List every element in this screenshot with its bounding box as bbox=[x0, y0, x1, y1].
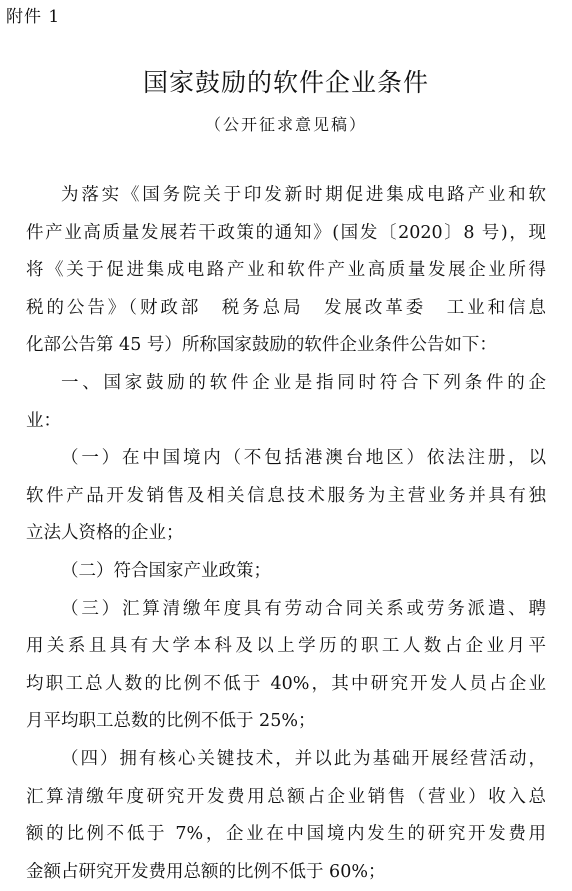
body-line: （一）在中国境内（不包括港澳台地区）依法注册，以 bbox=[61, 448, 546, 469]
body-line: 均职工总人数的比例不低于 40%，其中研究开发人员占企业 bbox=[26, 673, 546, 694]
body-line: 件产业高质量发展若干政策的通知》(国发〔2020〕8 号)，现 bbox=[26, 222, 546, 243]
body-line: 立法人资格的企业； bbox=[26, 523, 184, 544]
body-line: （四）拥有核心关键技术，并以此为基础开展经营活动， bbox=[61, 748, 546, 769]
body-line: 月平均职工总数的比例不低于 25%； bbox=[26, 711, 316, 732]
body-line: 将《关于促进集成电路产业和软件产业高质量发展企业所得 bbox=[26, 260, 546, 281]
document-body bbox=[26, 177, 546, 891]
body-line: 为落实《国务院关于印发新时期促进集成电路产业和软 bbox=[61, 185, 546, 205]
body-line: 化部公告第 45 号）所称国家鼓励的软件企业条件公告如下： bbox=[26, 335, 497, 356]
body-line: 软件产品开发销售及相关信息技术服务为主营业务并具有独 bbox=[26, 485, 546, 506]
body-line: 汇算清缴年度研究开发费用总额占企业销售（营业）收入总 bbox=[26, 786, 546, 807]
attachment-label: 附件 1 bbox=[6, 7, 61, 27]
body-line: （二）符合国家产业政策； bbox=[61, 560, 271, 581]
document-subtitle: （公开征求意见稿） bbox=[204, 115, 367, 134]
body-line: 金额占研究开发费用总额的比例不低于 60%； bbox=[26, 861, 386, 882]
body-line: 业： bbox=[26, 410, 61, 431]
body-line: （三）汇算清缴年度具有劳动合同关系或劳务派遣、聘 bbox=[61, 598, 546, 619]
body-line: 用关系且具有大学本科及以上学历的职工人数占企业月平 bbox=[26, 636, 546, 657]
body-line: 额的比例不低于 7%，企业在中国境内发生的研究开发费用 bbox=[26, 824, 546, 845]
document-title: 国家鼓励的软件企业条件 bbox=[142, 68, 429, 97]
body-line: 一、国家鼓励的软件企业是指同时符合下列条件的企 bbox=[61, 372, 546, 393]
body-line: 税的公告》（财政部 税务总局 发展改革委 工业和信息 bbox=[26, 297, 546, 318]
